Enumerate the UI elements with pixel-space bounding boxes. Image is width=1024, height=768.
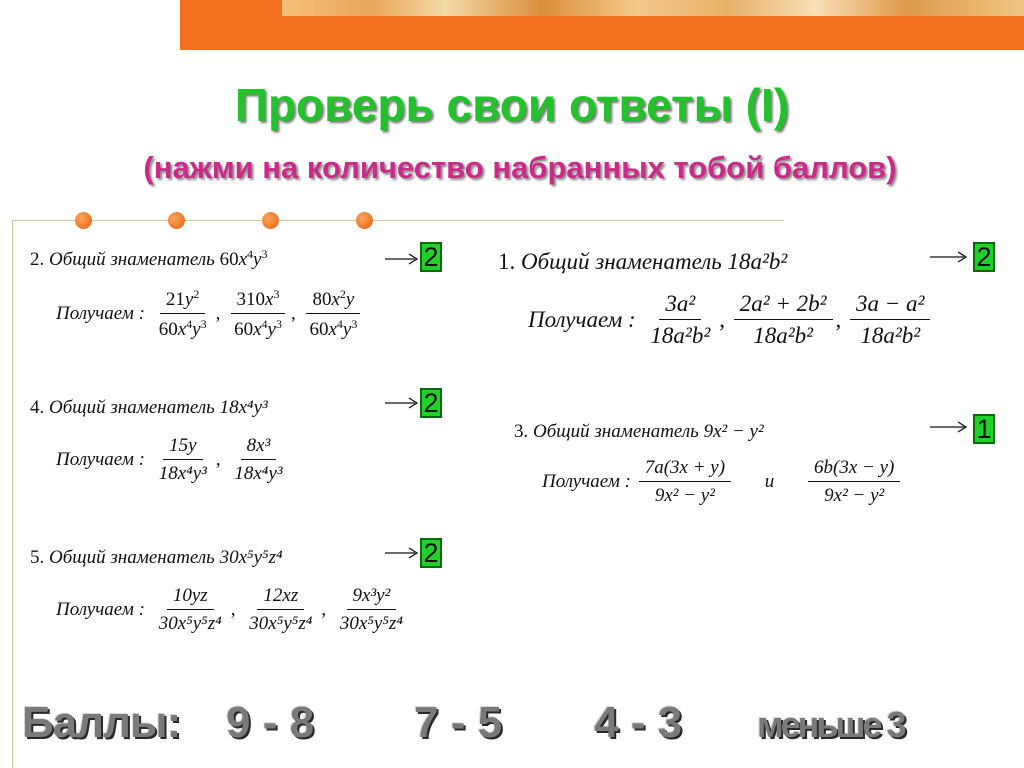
task-1-fraction-1: $\frac{\text{3a²}}{\text{18a²b²}}$ bbox=[650, 291, 711, 348]
task-2-denominator: $60x^4y^3$ bbox=[219, 247, 268, 270]
arrow-right-icon bbox=[930, 250, 970, 264]
scores-label: Баллы: bbox=[22, 698, 181, 747]
task-5-fraction-2: $\frac{12xz}{\text{30x⁵y⁵z⁴}}$ bbox=[249, 585, 313, 634]
task-1-points-badge[interactable]: 2 bbox=[973, 242, 995, 272]
arrow-right-icon bbox=[385, 252, 421, 266]
task-4-result: Получаем : $\frac{15y}{\text{18x⁴y³}}$ , $\frac{\text{8x³}}{\text{18x⁴y³}}$ bbox=[56, 436, 292, 483]
task-5-header bbox=[30, 548, 283, 567]
task-5-denominator: 30x⁵y⁵z⁴ bbox=[219, 547, 283, 568]
task-1-fraction-2: $\frac{\text{2a² + 2b²}}{\text{18a²b²}}$ bbox=[734, 292, 833, 347]
banner-image-strip bbox=[282, 0, 1024, 16]
task-3-text: Общий знаменатель bbox=[533, 421, 699, 442]
task-5-text: Общий знаменатель bbox=[49, 547, 215, 568]
task-2-text: Общий знаменатель bbox=[49, 249, 215, 270]
task-3-conjunction: и bbox=[764, 471, 775, 492]
arrow-right-icon bbox=[385, 396, 421, 410]
task-4-number: 4. bbox=[30, 397, 45, 418]
task-3-header bbox=[514, 422, 764, 441]
task-4-denominator: 18x⁴y³ bbox=[219, 397, 268, 418]
task-4-header bbox=[30, 398, 268, 417]
task-1-number: 1. bbox=[498, 249, 516, 274]
task-3-result-label: Получаем : bbox=[542, 471, 631, 492]
task-3-fraction-2: $\frac{6b(3x - y)}{\text{9x² − y²}}$ bbox=[808, 458, 900, 505]
task-4-text: Общий знаменатель bbox=[49, 397, 215, 418]
task-2-fraction-3: $\frac{80x^2y}{60x^4y^3}$ bbox=[303, 288, 363, 339]
task-3-denominator: 9x² − y² bbox=[703, 421, 764, 442]
task-3-points-badge[interactable]: 1 bbox=[973, 414, 995, 444]
task-1-result-label: Получаем : bbox=[528, 307, 636, 332]
score-option-less-3[interactable]: меньше 3 bbox=[757, 704, 904, 745]
arrow-right-icon bbox=[930, 420, 970, 434]
task-3-fraction-1: $\frac{7a(3x + y)}{\text{9x² − y²}}$ bbox=[639, 458, 731, 505]
task-5-result-label: Получаем : bbox=[56, 599, 145, 620]
bullet-dot-icon bbox=[356, 212, 373, 229]
task-4-fraction-2: $\frac{\text{8x³}}{\text{18x⁴y³}}$ bbox=[234, 435, 283, 484]
task-4-points-badge[interactable]: 2 bbox=[420, 388, 442, 418]
task-5-result: Получаем : $\frac{10yz}{\text{30x⁵y⁵z⁴}}$ , $\frac{12xz}{\text{30x⁵y⁵z⁴}}$ , $\frac{\text{9x³y²}}{\text{30x⁵y⁵z⁴}}$ bbox=[56, 586, 412, 633]
bullet-dot-icon bbox=[75, 212, 92, 229]
task-2-fraction-1: $\frac{21y^2}{60x^4y^3}$ bbox=[158, 287, 207, 340]
task-2-header bbox=[30, 248, 267, 269]
arrow-right-icon bbox=[385, 546, 421, 560]
task-3-result bbox=[542, 458, 903, 505]
task-1-denominator: 18a²b² bbox=[727, 249, 788, 274]
task-4-result-label: Получаем : bbox=[56, 449, 145, 470]
bullet-dot-icon bbox=[262, 212, 279, 229]
task-5-number: 5. bbox=[30, 547, 45, 568]
banner-divider bbox=[180, 46, 1024, 50]
task-2-fraction-2: $\frac{310x^3}{60x^4y^3}$ bbox=[228, 288, 288, 339]
bullet-dot-icon bbox=[168, 212, 185, 229]
task-2-result: Получаем : $\frac{21y^2}{60x^4y^3}$ , $\frac{310x^3}{60x^4y^3}$ , $\frac{80x^2y}{60x^4y^3}$ bbox=[56, 288, 366, 339]
task-1-text: Общий знаменатель bbox=[521, 249, 722, 274]
task-3-number: 3. bbox=[514, 421, 529, 442]
score-option-9-8[interactable]: 9 - 8 bbox=[226, 698, 315, 747]
score-option-7-5[interactable]: 7 - 5 bbox=[414, 698, 503, 747]
task-2-points-badge[interactable]: 2 bbox=[420, 242, 442, 272]
task-2-number: 2. bbox=[30, 249, 45, 270]
frame-top-line bbox=[12, 220, 784, 221]
score-option-4-3[interactable]: 4 - 3 bbox=[594, 698, 683, 747]
page-title: Проверь свои ответы (I) bbox=[234, 79, 790, 131]
task-1-result: Получаем : $\frac{\text{3a²}}{\text{18a²b²}}$ , $\frac{\text{2a² + 2b²}}{\text{18a²b²}}$ , $\frac{\text{3a − a²}}{\text{18a²b²}}$ bbox=[528, 292, 933, 347]
task-4-fraction-1: $\frac{15y}{\text{18x⁴y³}}$ bbox=[158, 435, 207, 484]
task-5-fraction-3: $\frac{\text{9x³y²}}{\text{30x⁵y⁵z⁴}}$ bbox=[339, 585, 403, 634]
task-5-points-badge[interactable]: 2 bbox=[420, 538, 442, 568]
task-1-header bbox=[498, 250, 787, 273]
frame-left-line bbox=[12, 220, 13, 768]
task-1-fraction-3: $\frac{\text{3a − a²}}{\text{18a²b²}}$ bbox=[850, 292, 930, 347]
task-5-fraction-1: $\frac{10yz}{\text{30x⁵y⁵z⁴}}$ bbox=[158, 585, 222, 634]
task-2-result-label: Получаем : bbox=[56, 303, 145, 324]
page-subtitle: (нажми на количество набранных тобой баллов) bbox=[143, 150, 897, 185]
